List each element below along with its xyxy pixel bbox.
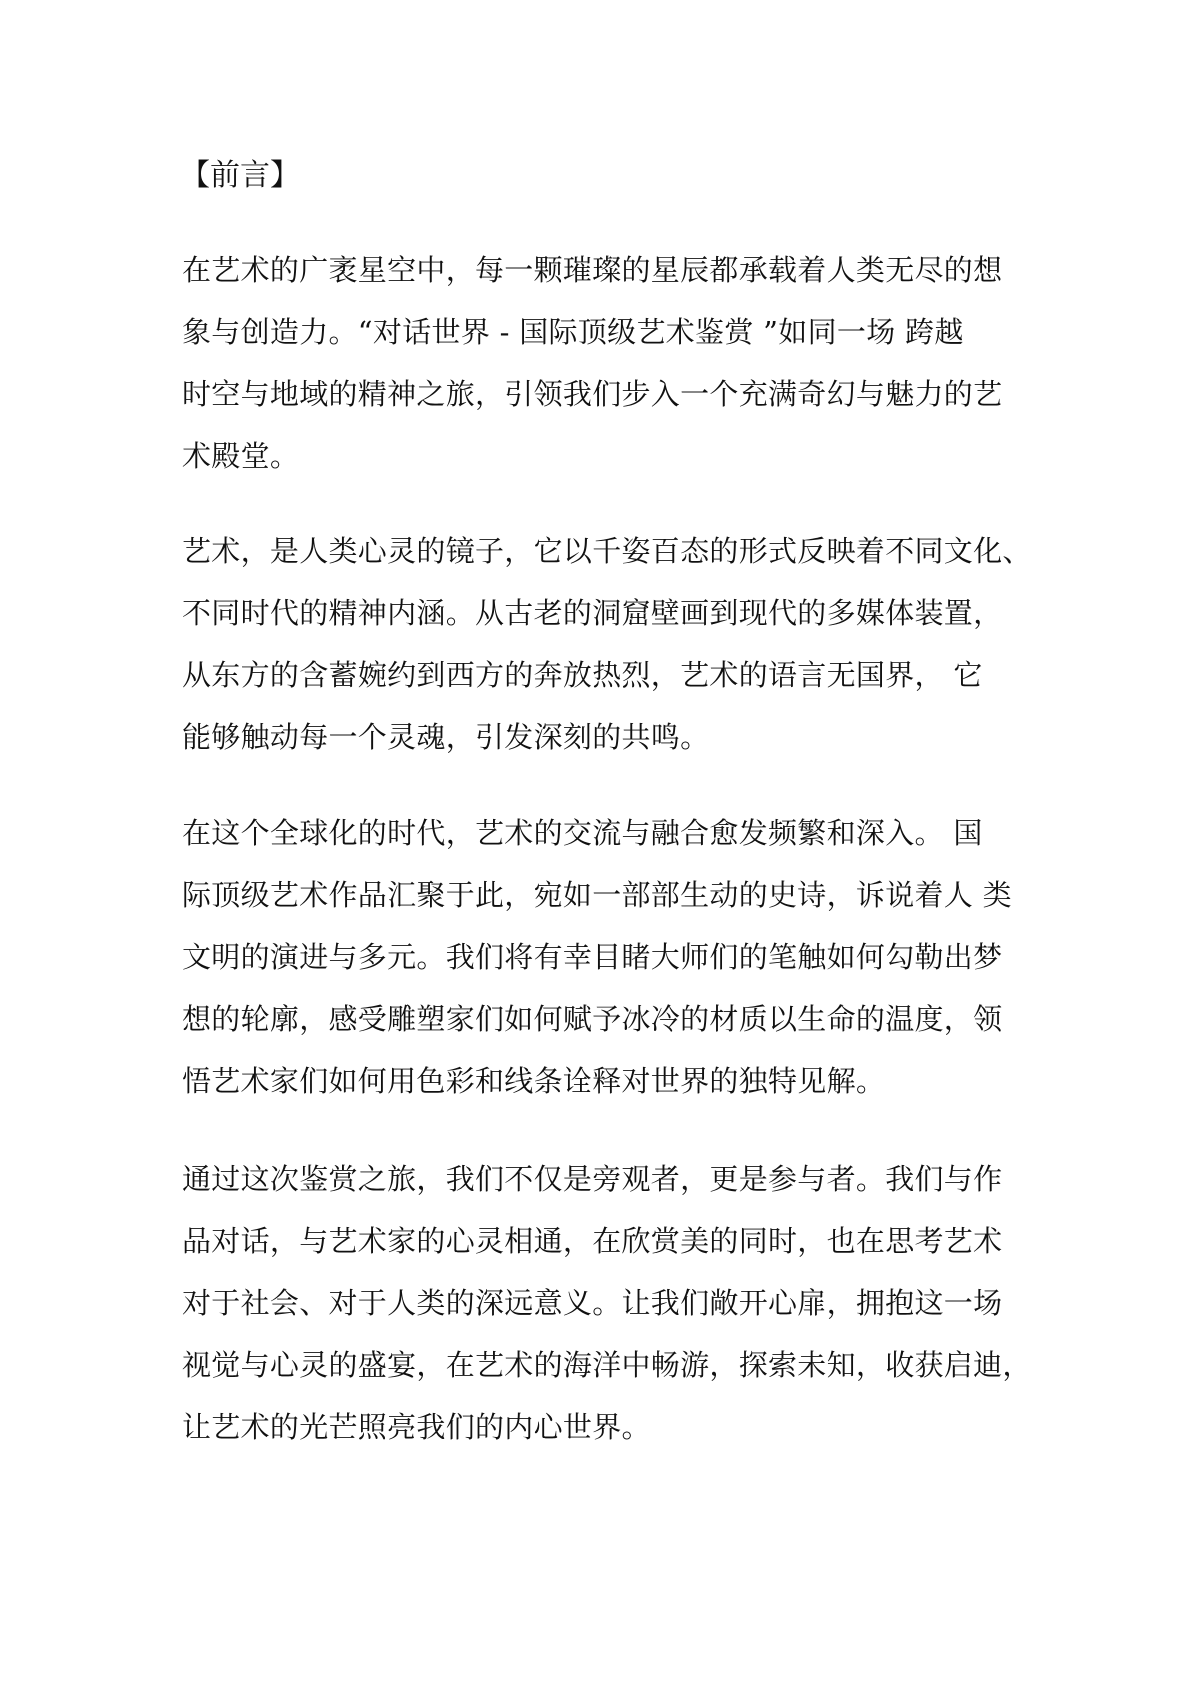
paragraph-line: 在这个全球化的时代，艺术的交流与融合愈发频繁和深入。 国 — [182, 816, 983, 850]
paragraph-line: 能够触动每一个灵魂，引发深刻的共鸣。 — [182, 720, 710, 754]
paragraph-line: 文明的演进与多元。我们将有幸目睹大师们的笔触如何勾勒出梦 — [182, 940, 1003, 974]
paragraph-2 — [182, 520, 1032, 768]
paragraph-3 — [182, 802, 1022, 1112]
paragraph-line: 际顶级艺术作品汇聚于此，宛如一部部生动的史诗，诉说着人 类 — [182, 878, 1012, 912]
paragraph-line: 让艺术的光芒照亮我们的内心世界。 — [182, 1410, 651, 1444]
paragraph-line: 通过这次鉴赏之旅，我们不仅是旁观者，更是参与者。我们与作 — [182, 1162, 1003, 1196]
paragraph-1 — [182, 239, 1022, 487]
paragraph-line: 象与创造力。“对话世界 - 国际顶级艺术鉴赏 ”如同一场 跨越 — [182, 315, 964, 349]
paragraph-line: 品对话，与艺术家的心灵相通，在欣赏美的同时，也在思考艺术 — [182, 1224, 1003, 1258]
paragraph-line: 对于社会、对于人类的深远意义。让我们敞开心扉，拥抱这一场 — [182, 1286, 1003, 1320]
paragraph-line: 悟艺术家们如何用色彩和线条诠释对世界的独特见解。 — [182, 1064, 886, 1098]
paragraph-line: 从东方的含蓄婉约到西方的奔放热烈，艺术的语言无国界， 它 — [182, 658, 983, 692]
paragraph-4 — [182, 1148, 1032, 1458]
paragraph-line: 时空与地域的精神之旅，引领我们步入一个充满奇幻与魅力的艺 — [182, 377, 1003, 411]
section-heading: 【前言】 — [180, 158, 300, 193]
paragraph-line: 术殿堂。 — [182, 439, 300, 473]
paragraph-line: 艺术，是人类心灵的镜子，它以千姿百态的形式反映着不同文化、 — [182, 534, 1032, 568]
paragraph-line: 在艺术的广袤星空中，每一颗璀璨的星辰都承载着人类无尽的想 — [182, 253, 1003, 287]
paragraph-line: 想的轮廓，感受雕塑家们如何赋予冰冷的材质以生命的温度，领 — [182, 1002, 1003, 1036]
paragraph-line: 不同时代的精神内涵。从古老的洞窟壁画到现代的多媒体装置， — [182, 596, 1003, 630]
paragraph-line: 视觉与心灵的盛宴，在艺术的海洋中畅游，探索未知，收获启迪， — [182, 1348, 1032, 1382]
